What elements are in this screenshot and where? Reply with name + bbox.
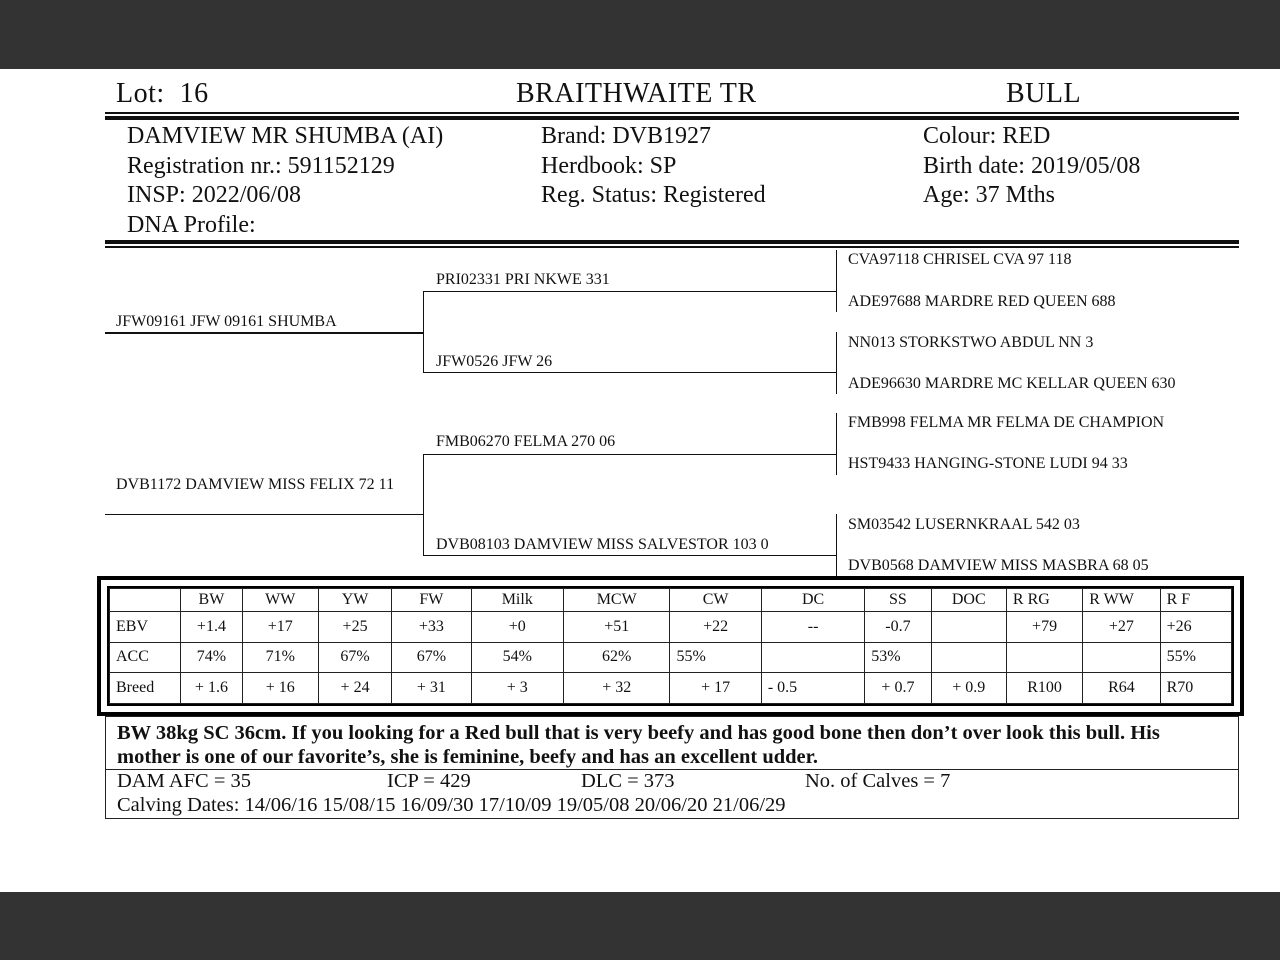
dam-dlc: DLC = 373 <box>581 770 675 792</box>
acc-cell: 67% <box>392 642 471 673</box>
breed-cell: - 0.5 <box>761 673 864 704</box>
pedigree-ggp-1: CVA97118 CHRISEL CVA 97 118 <box>848 251 1072 268</box>
pedigree-ggp-8: DVB0568 DAMVIEW MISS MASBRA 68 05 <box>848 557 1149 574</box>
insp-date: INSP: 2022/06/08 <box>127 182 302 208</box>
comments-box <box>105 716 1239 819</box>
acc-cell: 53% <box>865 642 931 673</box>
ebv-cell: +25 <box>318 612 391 643</box>
ebv-cell: +22 <box>670 612 761 643</box>
pedigree-dam-dam: DVB08103 DAMVIEW MISS SALVESTOR 103 0 <box>436 536 769 553</box>
breed-cell: R64 <box>1083 673 1160 704</box>
ggp-bracket-1 <box>836 250 837 312</box>
ggp-bracket-3 <box>836 413 837 475</box>
pedigree-sire-sire: PRI02331 PRI NKWE 331 <box>436 271 610 288</box>
breed-cell: + 0.7 <box>865 673 931 704</box>
info-rule-thick <box>105 240 1239 244</box>
acc-cell <box>931 642 1006 673</box>
dam-calves: No. of Calves = 7 <box>805 770 951 792</box>
breed-cell: + 1.6 <box>181 673 242 704</box>
col-header: WW <box>242 589 318 612</box>
dam-sire-line <box>423 454 836 455</box>
ggp-bracket-2 <box>836 332 837 394</box>
breed-row <box>110 673 1232 704</box>
col-header: R F <box>1160 589 1231 612</box>
pedigree-ggp-5: FMB998 FELMA MR FELMA DE CHAMPION <box>848 414 1165 431</box>
breed-cell: + 3 <box>471 673 563 704</box>
sire-sire-line <box>423 291 836 292</box>
breed-cell: + 0.9 <box>931 673 1006 704</box>
dna-profile: DNA Profile: <box>127 211 256 238</box>
acc-cell <box>761 642 864 673</box>
pedigree-ggp-6: HST9433 HANGING-STONE LUDI 94 33 <box>848 455 1128 472</box>
breed-cell: + 16 <box>242 673 318 704</box>
bottom-dark-band <box>0 892 1280 960</box>
header-rule-thick <box>105 116 1239 120</box>
col-header: SS <box>865 589 931 612</box>
acc-cell: 74% <box>181 642 242 673</box>
animal-name: DAMVIEW MR SHUMBA (AI) <box>127 123 444 149</box>
ebv-cell: +33 <box>392 612 471 643</box>
acc-cell: 67% <box>318 642 391 673</box>
ebv-table <box>109 588 1232 704</box>
breed-cell: R70 <box>1160 673 1231 704</box>
pedigree-sire-dam: JFW0526 JFW 26 <box>436 353 553 370</box>
info-rule-thin <box>105 246 1239 248</box>
acc-cell <box>1006 642 1082 673</box>
brand: Brand: DVB1927 <box>541 123 711 149</box>
ebv-cell: +27 <box>1083 612 1160 643</box>
col-header: Milk <box>471 589 563 612</box>
pedigree-ggp-3: NN013 STORKSTWO ABDUL NN 3 <box>848 334 1094 351</box>
dam-bracket <box>423 454 424 555</box>
col-header: DOC <box>931 589 1006 612</box>
herdbook: Herdbook: SP <box>541 152 677 179</box>
dam-dam-line <box>423 555 836 556</box>
col-header: BW <box>181 589 242 612</box>
ebv-table-frame <box>97 576 1244 716</box>
calving-dates: Calving Dates: 14/06/16 15/08/15 16/09/30 17/10/09 19/05/08 20/06/20 21/06/29 <box>117 794 786 816</box>
breed-cell: + 32 <box>563 673 669 704</box>
acc-cell: 62% <box>563 642 669 673</box>
acc-cell: 54% <box>471 642 563 673</box>
ebv-cell: +51 <box>563 612 669 643</box>
lot-number: 16 <box>179 78 209 109</box>
pedigree-dam-sire: FMB06270 FELMA 270 06 <box>436 433 616 450</box>
ebv-cell: -- <box>761 612 864 643</box>
acc-cell: 55% <box>1160 642 1231 673</box>
header-rule-thin <box>105 112 1239 114</box>
reg-status: Reg. Status: Registered <box>541 182 766 208</box>
ebv-header-row <box>110 589 1232 612</box>
dam-line <box>105 514 424 515</box>
col-header: R WW <box>1083 589 1160 612</box>
ebv-cell <box>931 612 1006 643</box>
breed-cell: + 17 <box>670 673 761 704</box>
ebv-cell: -0.7 <box>865 612 931 643</box>
sex-label: BULL <box>1006 78 1082 109</box>
ebv-cell: +0 <box>471 612 563 643</box>
owner-name: BRAITHWAITE TR <box>516 78 757 109</box>
breed-cell: + 31 <box>392 673 471 704</box>
ebv-corner-cell <box>110 589 181 612</box>
ggp-bracket-4 <box>836 514 837 576</box>
registration-number: Registration nr.: 591152129 <box>127 152 395 179</box>
lot-header <box>116 78 209 110</box>
ebv-cell: +1.4 <box>181 612 242 643</box>
lot-label: Lot: <box>116 78 165 109</box>
dam-icp: ICP = 429 <box>387 770 471 792</box>
sire-bracket <box>423 291 424 373</box>
col-header: CW <box>670 589 761 612</box>
ebv-cell: +17 <box>242 612 318 643</box>
top-dark-band <box>0 0 1280 69</box>
breed-cell: + 24 <box>318 673 391 704</box>
pedigree-ggp-2: ADE97688 MARDRE RED QUEEN 688 <box>848 293 1116 310</box>
sire-dam-line <box>423 372 836 373</box>
animal-info-left <box>127 122 443 240</box>
col-header: R RG <box>1006 589 1082 612</box>
colour: Colour: RED <box>923 123 1051 149</box>
acc-cell: 55% <box>670 642 761 673</box>
acc-cell: 71% <box>242 642 318 673</box>
row-label: EBV <box>110 612 181 643</box>
pedigree-dam: DVB1172 DAMVIEW MISS FELIX 72 11 <box>116 476 395 493</box>
row-label: Breed <box>110 673 181 704</box>
sire-line <box>105 332 424 334</box>
pedigree-ggp-4: ADE96630 MARDRE MC KELLAR QUEEN 630 <box>848 375 1176 392</box>
col-header: YW <box>318 589 391 612</box>
acc-cell <box>1083 642 1160 673</box>
col-header: MCW <box>563 589 669 612</box>
comment-text: BW 38kg SC 36cm. If you looking for a Red bull that is very beefy and has good bone then don’t over look this bull. His mother is one of our favorite’s, she is feminine, beefy and has an excellent udder. <box>117 722 1160 768</box>
acc-row <box>110 642 1232 673</box>
age: Age: 37 Mths <box>923 182 1055 208</box>
ebv-cell: +79 <box>1006 612 1082 643</box>
ebv-cell: +26 <box>1160 612 1231 643</box>
col-header: FW <box>392 589 471 612</box>
pedigree-sire: JFW09161 JFW 09161 SHUMBA <box>116 313 337 330</box>
pedigree-ggp-7: SM03542 LUSERNKRAAL 542 03 <box>848 516 1080 533</box>
animal-info-middle <box>541 122 766 211</box>
animal-info-right <box>923 122 1140 211</box>
breed-cell: R100 <box>1006 673 1082 704</box>
row-label: ACC <box>110 642 181 673</box>
birth-date: Birth date: 2019/05/08 <box>923 152 1141 179</box>
dam-afc: DAM AFC = 35 <box>117 770 252 792</box>
ebv-row <box>110 612 1232 643</box>
col-header: DC <box>761 589 864 612</box>
